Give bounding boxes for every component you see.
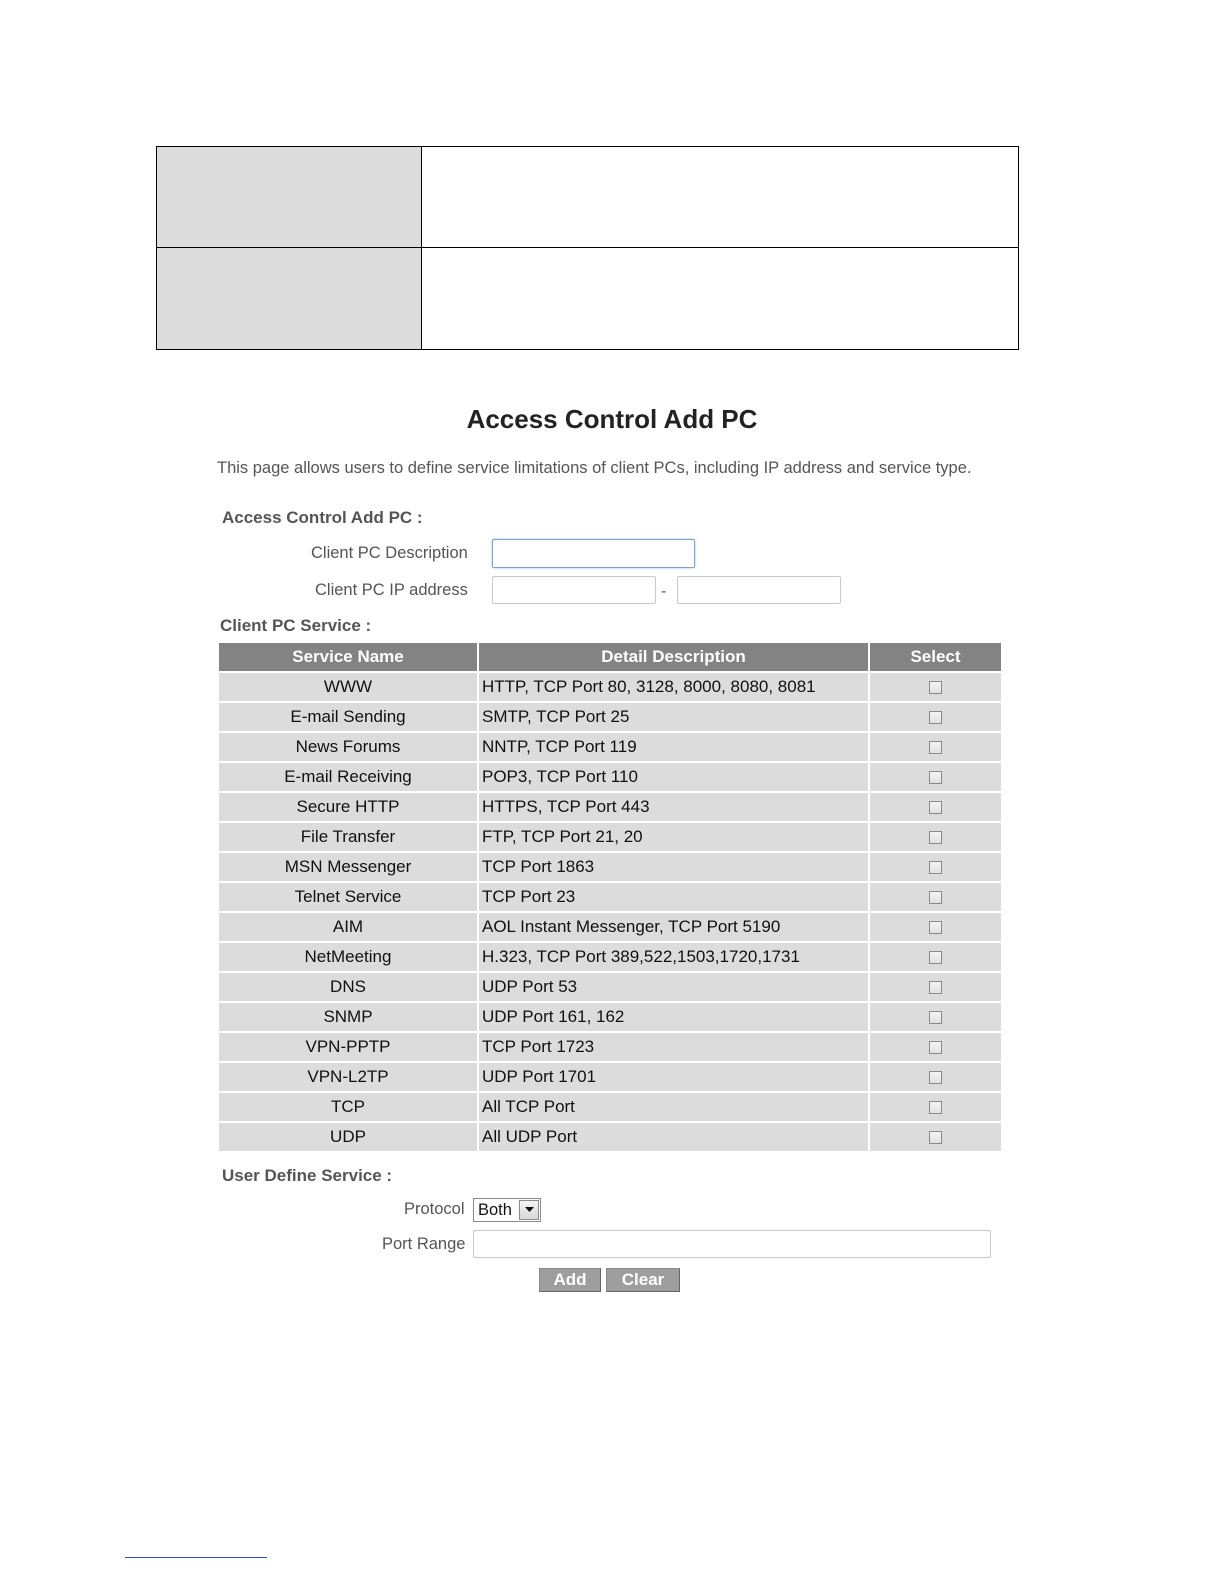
service-select-cell — [870, 763, 1001, 791]
service-row — [219, 1123, 1001, 1151]
service-name-cell: AIM — [219, 913, 477, 941]
service-select-cell — [870, 943, 1001, 971]
service-detail-cell: AOL Instant Messenger, TCP Port 5190 — [479, 913, 868, 941]
service-name-cell: UDP — [219, 1123, 477, 1151]
add-pc-section-label: Access Control Add PC : — [222, 508, 423, 527]
service-select-checkbox[interactable] — [929, 861, 942, 874]
service-select-checkbox[interactable] — [929, 1011, 942, 1024]
document-table-body-cell — [422, 147, 1018, 248]
service-name-cell: WWW — [219, 673, 477, 701]
service-detail-cell: FTP, TCP Port 21, 20 — [479, 823, 868, 851]
service-select-cell — [870, 793, 1001, 821]
service-select-cell — [870, 1093, 1001, 1121]
service-table-header — [219, 643, 1001, 671]
client-pc-description-input[interactable] — [492, 539, 695, 568]
service-name-cell: News Forums — [219, 733, 477, 761]
client-pc-description-label: Client PC Description — [311, 544, 468, 562]
service-name-cell: DNS — [219, 973, 477, 1001]
service-select-cell — [870, 1123, 1001, 1151]
service-table-body — [219, 673, 1001, 1151]
ip-range-separator: - — [661, 583, 667, 600]
service-select-cell — [870, 823, 1001, 851]
service-row — [219, 1003, 1001, 1031]
service-row — [219, 943, 1001, 971]
service-select-cell — [870, 913, 1001, 941]
service-row — [219, 763, 1001, 791]
service-detail-cell: TCP Port 1723 — [479, 1033, 868, 1061]
chevron-down-icon[interactable] — [519, 1200, 539, 1220]
port-range-label: Port Range — [382, 1235, 466, 1253]
service-name-cell: E-mail Receiving — [219, 763, 477, 791]
service-select-cell — [870, 1033, 1001, 1061]
document-table — [156, 146, 1019, 350]
service-select-checkbox[interactable] — [929, 1101, 942, 1114]
service-row — [219, 733, 1001, 761]
service-select-checkbox[interactable] — [929, 771, 942, 784]
client-pc-ip-start-input[interactable] — [492, 576, 656, 604]
service-select-cell — [870, 1003, 1001, 1031]
clear-button[interactable]: Clear — [606, 1268, 680, 1292]
document-table-label-cell — [157, 248, 422, 349]
service-select-cell — [870, 673, 1001, 701]
service-name-cell: VPN-PPTP — [219, 1033, 477, 1061]
service-detail-cell: HTTPS, TCP Port 443 — [479, 793, 868, 821]
service-detail-cell: UDP Port 1701 — [479, 1063, 868, 1091]
service-detail-cell: UDP Port 161, 162 — [479, 1003, 868, 1031]
service-select-checkbox[interactable] — [929, 1041, 942, 1054]
service-name-cell: TCP — [219, 1093, 477, 1121]
service-name-cell: VPN-L2TP — [219, 1063, 477, 1091]
detail-description-header: Detail Description — [479, 643, 868, 671]
service-detail-cell: All UDP Port — [479, 1123, 868, 1151]
service-select-checkbox[interactable] — [929, 1071, 942, 1084]
service-row — [219, 1033, 1001, 1061]
service-select-checkbox[interactable] — [929, 711, 942, 724]
service-detail-cell: All TCP Port — [479, 1093, 868, 1121]
service-name-cell: SNMP — [219, 1003, 477, 1031]
user-define-service-label: User Define Service : — [222, 1166, 393, 1185]
service-name-cell: NetMeeting — [219, 943, 477, 971]
service-detail-cell: H.323, TCP Port 389,522,1503,1720,1731 — [479, 943, 868, 971]
service-detail-cell: TCP Port 23 — [479, 883, 868, 911]
service-select-checkbox[interactable] — [929, 831, 942, 844]
protocol-select-value: Both — [478, 1200, 512, 1219]
service-detail-cell: NNTP, TCP Port 119 — [479, 733, 868, 761]
client-pc-ip-label: Client PC IP address — [315, 581, 468, 599]
service-detail-cell: UDP Port 53 — [479, 973, 868, 1001]
service-name-cell: E-mail Sending — [219, 703, 477, 731]
service-select-cell — [870, 1063, 1001, 1091]
service-select-checkbox[interactable] — [929, 1131, 942, 1144]
service-select-checkbox[interactable] — [929, 981, 942, 994]
service-row — [219, 673, 1001, 701]
port-range-input[interactable] — [473, 1230, 991, 1258]
service-detail-cell: POP3, TCP Port 110 — [479, 763, 868, 791]
service-select-checkbox[interactable] — [929, 951, 942, 964]
service-select-cell — [870, 853, 1001, 881]
service-select-checkbox[interactable] — [929, 741, 942, 754]
service-name-cell: File Transfer — [219, 823, 477, 851]
service-row — [219, 823, 1001, 851]
document-table-label-cell — [157, 147, 422, 248]
document-table-body-cell — [422, 248, 1018, 349]
select-header: Select — [870, 643, 1001, 671]
protocol-select[interactable] — [473, 1198, 541, 1222]
service-detail-cell: SMTP, TCP Port 25 — [479, 703, 868, 731]
service-row — [219, 973, 1001, 1001]
service-row — [219, 793, 1001, 821]
service-select-checkbox[interactable] — [929, 801, 942, 814]
service-select-checkbox[interactable] — [929, 681, 942, 694]
add-button[interactable]: Add — [539, 1268, 601, 1292]
service-select-cell — [870, 883, 1001, 911]
page-title: Access Control Add PC — [466, 404, 758, 434]
client-pc-service-label: Client PC Service : — [220, 616, 372, 635]
service-row — [219, 703, 1001, 731]
service-select-cell — [870, 733, 1001, 761]
service-name-cell: Telnet Service — [219, 883, 477, 911]
service-name-header: Service Name — [219, 643, 477, 671]
service-select-cell — [870, 973, 1001, 1001]
service-detail-cell: HTTP, TCP Port 80, 3128, 8000, 8080, 8081 — [479, 673, 868, 701]
service-name-cell: MSN Messenger — [219, 853, 477, 881]
footnote-divider — [125, 1557, 267, 1558]
service-detail-cell: TCP Port 1863 — [479, 853, 868, 881]
service-row — [219, 1063, 1001, 1091]
service-select-checkbox[interactable] — [929, 921, 942, 934]
service-select-checkbox[interactable] — [929, 891, 942, 904]
service-row — [219, 1093, 1001, 1121]
protocol-label: Protocol — [404, 1200, 465, 1218]
service-table — [217, 641, 1003, 1153]
client-pc-ip-end-input[interactable] — [677, 576, 841, 604]
service-row — [219, 883, 1001, 911]
service-name-cell: Secure HTTP — [219, 793, 477, 821]
page-description: This page allows users to define service limitations of client PCs, including IP address and service type. — [217, 459, 972, 477]
service-row — [219, 913, 1001, 941]
service-row — [219, 853, 1001, 881]
service-select-cell — [870, 703, 1001, 731]
